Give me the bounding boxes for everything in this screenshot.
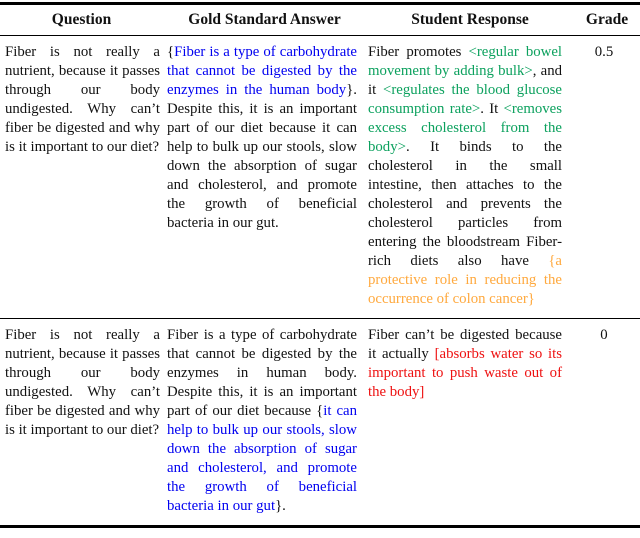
text-segment: <removes excess cholesterol from the body>	[368, 101, 562, 155]
gold-answer-cell	[163, 36, 366, 318]
text-segment: . It	[480, 101, 504, 117]
question-cell	[0, 319, 163, 525]
table-header-row	[0, 5, 640, 35]
text-segment: {a protective role in reducing the occurrence of colon cancer}	[368, 253, 562, 307]
question-cell	[0, 36, 163, 318]
text-segment: Fiber is not really a nutrient, because it passes through our body undigested. Why can’t fiber be digested and why is it important to our diet?	[5, 327, 160, 438]
column-header-question: Question	[51, 11, 112, 28]
text-segment: . It binds to the cholesterol in the small intestine, then attaches to the cholesterol and prevents the cholesterol particles from entering the bloodstream Fiber-rich diets also have	[368, 139, 562, 269]
column-header-grade: Grade	[585, 11, 629, 28]
table-row	[0, 36, 640, 318]
text-segment: [absorbs water so its important to push waste out of the body]	[368, 346, 562, 400]
text-segment: Fiber can’t be digested because it actually	[368, 327, 562, 362]
text-segment: Fiber promotes	[368, 44, 469, 60]
text-segment: it can help to bulk up our stools, slow down the absorption of sugar and cholesterol, and promote the growth of beneficial bacteria in our gut	[167, 403, 357, 514]
text-segment: }. Despite this, it is an important part of our diet because it can help to bulk up our stools, slow down the absorption of sugar and cholesterol, and promote the growth of beneficial bacteria in our gut.	[167, 82, 357, 231]
text-segment: }.	[275, 498, 286, 514]
text-segment: Fiber is not really a nutrient, because it passes through our body undigested. Why can’t fiber be digested and why is it important to our diet?	[5, 44, 160, 155]
column-header-gold-standard-answer: Gold Standard Answer	[188, 11, 341, 28]
grading-examples-table	[0, 2, 640, 528]
gold-answer-cell	[163, 319, 366, 525]
table-bottom-rule	[0, 525, 640, 528]
grade-cell: 0	[600, 327, 608, 343]
text-segment: <regulates the blood glucose consumption rate>	[368, 82, 562, 117]
column-header-student-response: Student Response	[411, 11, 529, 28]
text-segment: Fiber is a type of carbohydrate that cannot be digested by the enzymes in the human body	[167, 44, 357, 98]
text-segment: , and it	[368, 63, 563, 98]
table-row	[0, 319, 640, 525]
text-segment: Fiber is a type of carbohydrate that cannot be digested by the enzymes in human body. Despite this, it is an important part of our diet because {	[167, 327, 357, 419]
student-response-cell	[366, 36, 574, 318]
text-segment: <regular bowel movement by adding bulk>	[368, 44, 562, 79]
text-segment: {	[167, 44, 175, 60]
student-response-cell	[366, 319, 574, 525]
grade-cell: 0.5	[594, 44, 614, 60]
